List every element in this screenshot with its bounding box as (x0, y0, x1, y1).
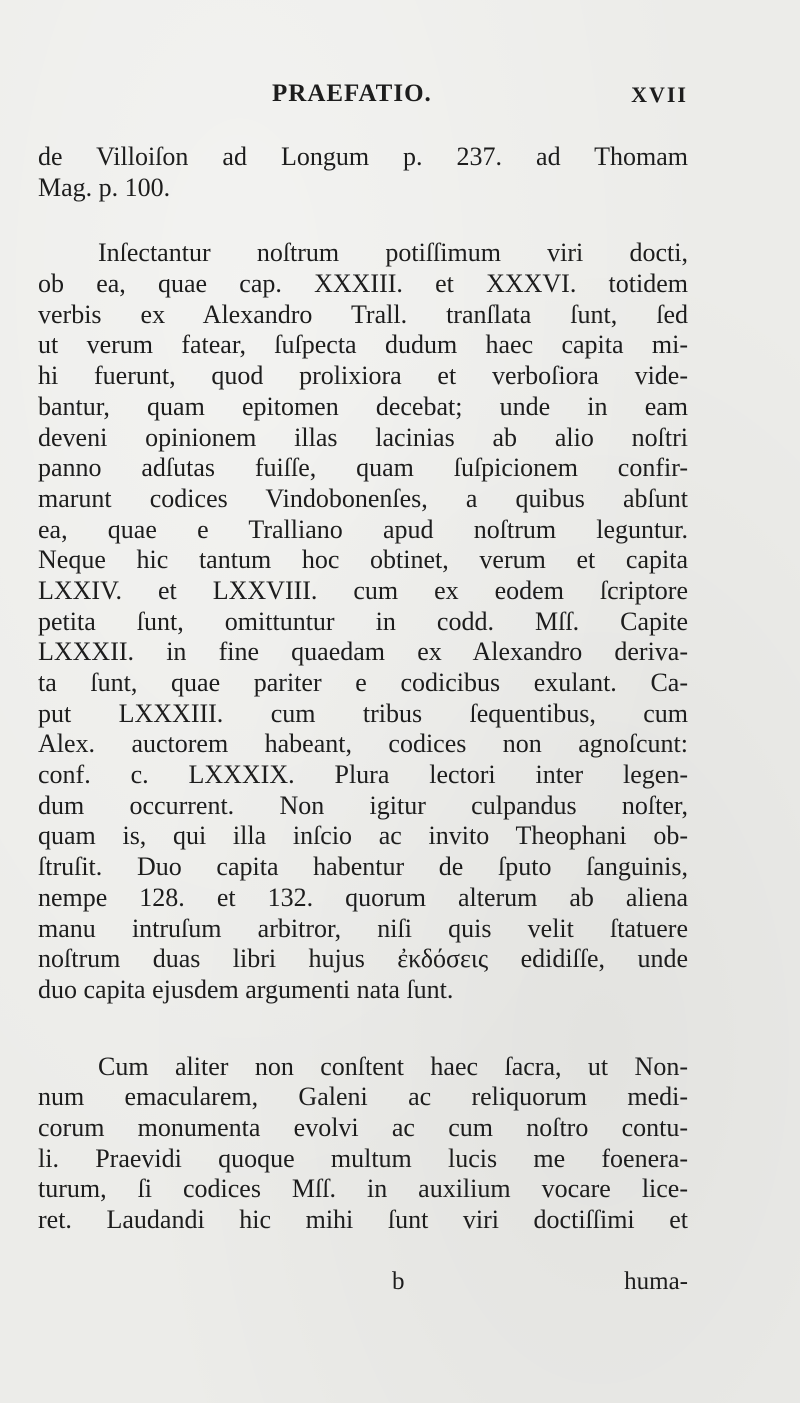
text-line: noſtrum duas libri hujus ἐκδόσεις edidiſſe, unde (38, 944, 688, 974)
text-line: manu intruſum arbitror, niſi quis velit ſtatuere (38, 913, 688, 943)
text-line: ta ſunt, quae pariter e codicibus exulant. Ca- (38, 668, 688, 697)
text-line: ob ea, quae cap. XXXIII. et XXXVI. totidem (38, 269, 688, 299)
text-line: de Villoiſon ad Longum p. 237. ad Thomam (38, 142, 688, 171)
text-line: nempe 128. et 132. quorum alterum ab aliena (38, 882, 688, 912)
text-line: verbis ex Alexandro Trall. tranſlata ſunt, ſed (38, 299, 688, 329)
text-line: turum, ſi codices Mſſ. in auxilium vocare lice- (38, 1174, 688, 1204)
text-line: corum monumenta evolvi ac cum noſtro contu- (38, 1112, 688, 1142)
running-title: PRAEFATIO. (272, 80, 432, 107)
text-line: conf. c. LXXXIX. Plura lectori inter legen- (38, 760, 688, 790)
text-line: dum occurrent. Non igitur culpandus noſter, (38, 790, 688, 820)
text-line: li. Praevidi quoque multum lucis me foenera- (38, 1143, 688, 1173)
text-line: deveni opinionem illas lacinias ab alio noſtri (38, 422, 688, 452)
paragraph-3 (38, 1052, 688, 1236)
text-line: hi fuerunt, quod prolixiora et verboſiora vide- (38, 361, 688, 391)
text-line: Neque hic tantum hoc obtinet, verum et capita (38, 545, 688, 575)
body-text (38, 142, 688, 1236)
text-line: ea, quae e Tralliano apud noſtrum leguntur. (38, 514, 688, 544)
text-line: ret. Laudandi hic mihi ſunt viri doctiſſimi et (38, 1205, 688, 1234)
text-line: Alex. auctorem habeant, codices non agnoſcunt: (38, 729, 688, 759)
text-line: marunt codices Vindobonenſes, a quibus abſunt (38, 483, 688, 513)
text-line: Inſectantur noſtrum potiſſimum viri docti, (98, 238, 688, 268)
text-line: bantur, quam epitomen decebat; unde in eam (38, 391, 688, 421)
signature-mark: b (392, 1268, 405, 1295)
text-line: petita ſunt, omittuntur in codd. Mſſ. Capite (38, 606, 688, 636)
text-line: duo capita ejusdem argumenti nata ſunt. (38, 974, 454, 1004)
text-line: LXXXII. in fine quaedam ex Alexandro deriva- (38, 637, 688, 667)
text-line: quam is, qui illa inſcio ac invito Theophani ob- (38, 821, 688, 851)
text-line: num emacularem, Galeni ac reliquorum medi- (38, 1082, 688, 1112)
text-line: put LXXXIII. cum tribus ſequentibus, cum (38, 698, 688, 728)
text-line: panno adſutas fuiſſe, quam ſuſpicionem confir- (38, 453, 688, 483)
text-line: Cum aliter non conſtent haec ſacra, ut Non- (98, 1051, 688, 1081)
catchword: huma- (624, 1268, 688, 1295)
text-line: Mag. p. 100. (38, 172, 171, 202)
page-number: XVII (631, 82, 688, 107)
paragraph-1 (38, 142, 688, 203)
text-line: ut verum fatear, ſuſpecta dudum haec capita mi- (38, 330, 688, 360)
text-line: LXXIV. et LXXVIII. cum ex eodem ſcriptore (38, 575, 688, 605)
paragraph-2 (38, 238, 688, 1005)
running-head (38, 80, 688, 116)
text-line: ſtruſit. Duo capita habentur de ſputo ſanguinis, (38, 852, 688, 882)
